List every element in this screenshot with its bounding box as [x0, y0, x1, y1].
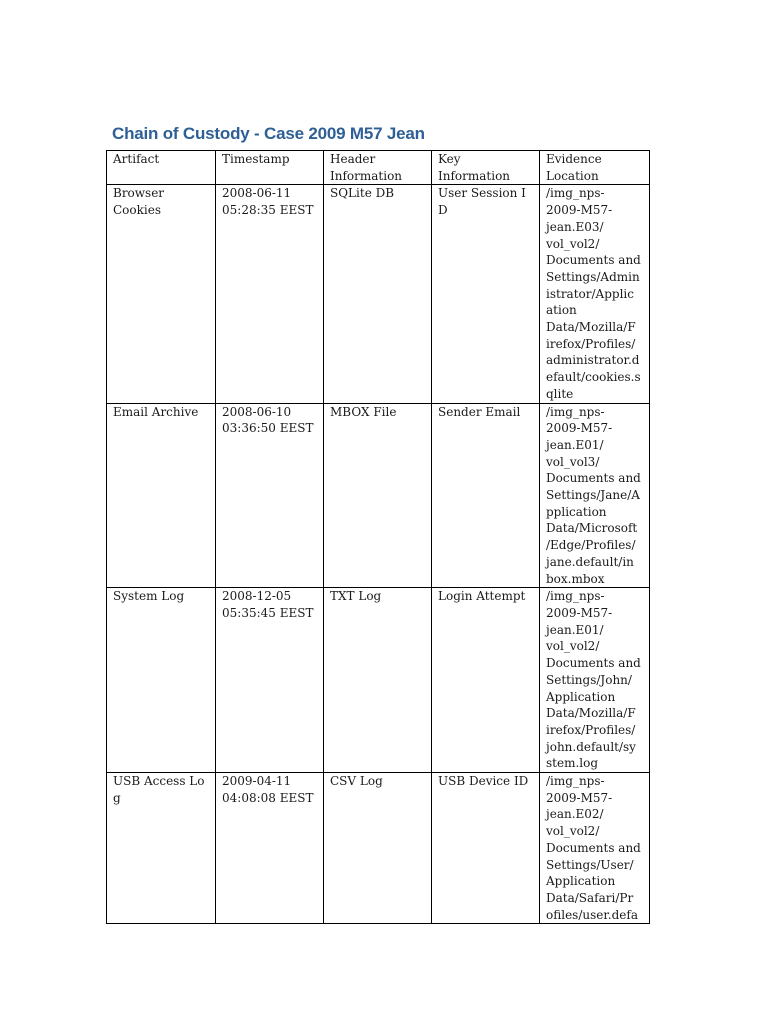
table-row	[107, 185, 650, 403]
cell-key-information: Login Attempt	[432, 588, 540, 773]
cell-key-information: Sender Email	[432, 403, 540, 588]
cell-timestamp: 2009-04-11 04:08:08 EEST	[216, 773, 324, 924]
cell-key-information: User Session ID	[432, 185, 540, 403]
cell-timestamp: 2008-12-05 05:35:45 EEST	[216, 588, 324, 773]
cell-evidence-location: /img_nps- 2009-M57- jean.E03/ vol_vol2/ Documents and Settings/Admin istrator/Applic ation Data/Mozilla/F irefox/Profiles/ administrator.d efault/cookies.s qlite	[540, 185, 650, 403]
cell-timestamp: 2008-06-11 05:28:35 EEST	[216, 185, 324, 403]
cell-header-information: TXT Log	[324, 588, 432, 773]
cell-evidence-location: /img_nps- 2009-M57- jean.E01/ vol_vol3/ Documents and Settings/Jane/A pplication Data/Microsoft /Edge/Profiles/ jane.default/in box.mbox	[540, 403, 650, 588]
header-cell-artifact: Artifact	[107, 151, 216, 185]
cell-timestamp: 2008-06-10 03:36:50 EEST	[216, 403, 324, 588]
cell-header-information: MBOX File	[324, 403, 432, 588]
header-cell-key-information: Key Information	[432, 151, 540, 185]
cell-header-information: SQLite DB	[324, 185, 432, 403]
chain-of-custody-table	[106, 150, 650, 924]
cell-artifact: USB Access Log	[107, 773, 216, 924]
document-title: Chain of Custody - Case 2009 M57 Jean	[112, 124, 425, 143]
cell-artifact: Email Archive	[107, 403, 216, 588]
table-row	[107, 588, 650, 773]
cell-evidence-location: /img_nps- 2009-M57- jean.E01/ vol_vol2/ Documents and Settings/John/ Application Data/Mozilla/F irefox/Profiles/ john.default/sy stem.log	[540, 588, 650, 773]
table-row	[107, 403, 650, 588]
cell-key-information: USB Device ID	[432, 773, 540, 924]
table-header-row	[107, 151, 650, 185]
header-cell-timestamp: Timestamp	[216, 151, 324, 185]
cell-evidence-location: /img_nps- 2009-M57- jean.E02/ vol_vol2/ Documents and Settings/User/ Application Data/Safari/Pr ofiles/user.defa	[540, 773, 650, 924]
cell-header-information: CSV Log	[324, 773, 432, 924]
table-row	[107, 773, 650, 924]
header-cell-header-information: Header Information	[324, 151, 432, 185]
header-cell-evidence-location: Evidence Location	[540, 151, 650, 185]
cell-artifact: Browser Cookies	[107, 185, 216, 403]
cell-artifact: System Log	[107, 588, 216, 773]
